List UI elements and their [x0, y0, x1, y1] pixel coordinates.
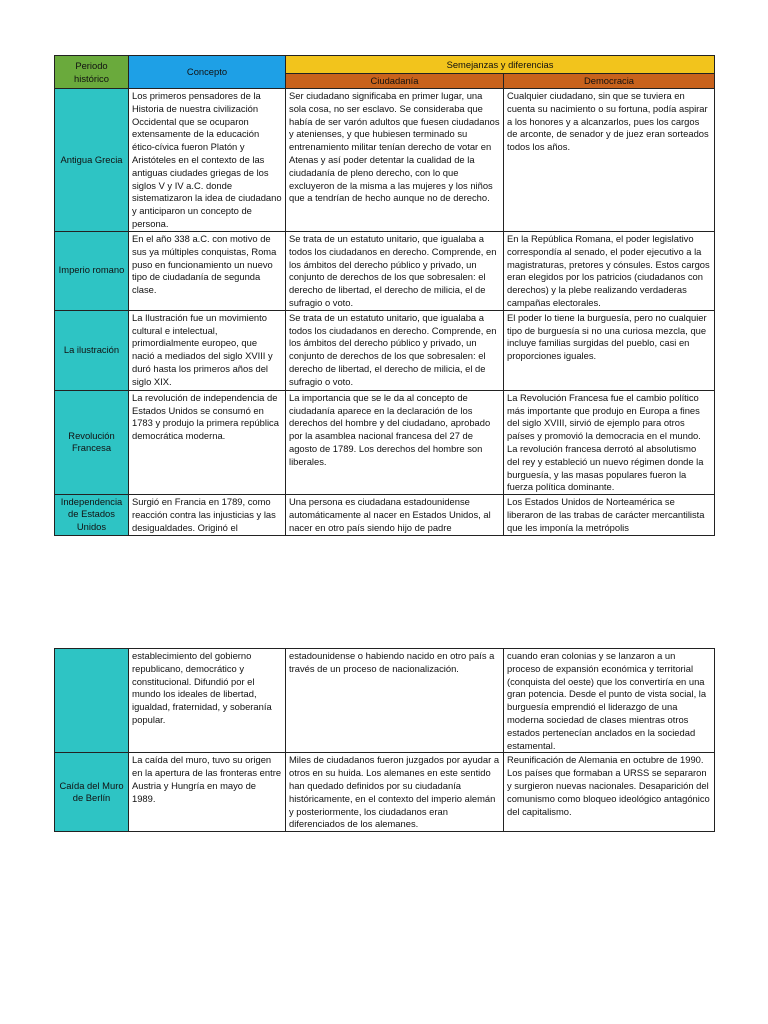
concept-cell: Los primeros pensadores de la Historia de nuestra civilización Occidental que se ocuparon extensamente de la educación ético-cívica fueron Platón y Aristóteles en el contexto de las antiguas ciudades griegas de los siglos V y IV a.C. donde sistematizaron la idea de ciudadano y anticiparon un concepto de persona.: [129, 89, 286, 232]
democracy-cell: La Revolución Francesa fue el cambio político más importante que produjo en Europa a fines del siglo XVIII, sirvió de ejemplo para otros países y promovió la democracia en el mundo. La revolución francesa derrotó al absolutismo del rey y estableció un nuevo régimen donde la burguesía, y las masas populares fueron la fuerza política dominante.: [504, 390, 715, 494]
header-citizenship: Ciudadanía: [286, 74, 504, 89]
table-row: [55, 649, 715, 753]
citizenship-cell: Una persona es ciudadana estadounidense automáticamente al nacer en Estados Unidos, al nacer en otro país siendo hijo de padre: [286, 495, 504, 535]
table-row: [55, 495, 715, 535]
concept-cell: establecimiento del gobierno republicano, democrático y constitucional. Difundió por el mundo los ideales de libertad, igualdad, fraternidad, y soberanía popular.: [129, 649, 286, 753]
citizenship-cell: Ser ciudadano significaba en primer lugar, una sola cosa, no ser esclavo. Se consideraba que había de ser varón adultos que fuesen ciudadanos y atenienses, y que hubiesen terminado su entrenamiento militar tenían derecho de votar en Atenas y así poder detentar la cualidad de la ciudadanía de pleno derecho, con lo que excluyeron de la misma a las mujeres y los niños que a tendrían de hecho aunque no de derecho.: [286, 89, 504, 232]
concept-cell: La Ilustración fue un movimiento cultural e intelectual, primordialmente europeo, que nació a mediados del siglo XVIII y duró hasta los primeros años del siglo XIX.: [129, 310, 286, 390]
table-row: [55, 232, 715, 311]
citizenship-cell: Miles de ciudadanos fueron juzgados por ayudar a otros en su huida. Los alemanes en este sentido han quedado definidos por su ciudadanía históricamente, en el contexto del imperio alemán y posteriormente, los ciudadanos eran diferenciados de los alemanes.: [286, 753, 504, 832]
democracy-cell: cuando eran colonias y se lanzaron a un proceso de expansión económica y territorial (conquista del oeste) que los convertiría en una gran potencia. Desde el punto de vista social, la burguesía emprendió el liderazgo de una moderna sociedad de clases mientras otros estados pertenecían anclados en la sociedad estamental.: [504, 649, 715, 753]
democracy-cell: El poder lo tiene la burguesía, pero no cualquier tipo de burguesía si no una curiosa mezcla, que incluye familias surgidas del pueblo, casi en proporciones iguales.: [504, 310, 715, 390]
democracy-cell: En la República Romana, el poder legislativo correspondía al senado, el poder ejecutivo a la magistraturas, pretores y cónsules. Estos cargos eran elegidos por los patricios (ciudadanos con derechos) y la plebe realizando verdaderas campañas electorales.: [504, 232, 715, 311]
democracy-cell: Reunificación de Alemania en octubre de 1990. Los países que formaban a URSS se separaron y surgieron nuevas nacionales. Desaparición del comunismo como bloqueo ideológico antagónico del capitalismo.: [504, 753, 715, 832]
concept-cell: La caída del muro, tuvo su origen en la apertura de las fronteras entre Austria y Hungría en mayo de 1989.: [129, 753, 286, 832]
header-democracy: Democracia: [504, 74, 715, 89]
header-similarities: Semejanzas y diferencias: [286, 56, 715, 74]
concept-cell: Surgió en Francia en 1789, como reacción contra las injusticias y las desigualdades. Originó el: [129, 495, 286, 535]
period-cell: Caída del Muro de Berlín: [55, 753, 129, 832]
comparison-table-continued: [54, 648, 715, 832]
citizenship-cell: La importancia que se le da al concepto de ciudadanía aparece en la declaración de los derechos del hombre y del ciudadano, aprobado por la asamblea nacional francesa del 27 de agosto de 1789. Los derechos del hombre son liberales.: [286, 390, 504, 494]
table-row: [55, 753, 715, 832]
concept-cell: La revolución de independencia de Estados Unidos se consumó en 1783 y produjo la primera república democrática moderna.: [129, 390, 286, 494]
table-row: [55, 89, 715, 232]
citizenship-cell: Se trata de un estatuto unitario, que igualaba a todos los ciudadanos en derecho. Comprende, en los ámbitos del derecho público y privado, un conjunto de derechos de los que sobresalen: el derecho de libertad, el derecho de milicia, el de sufragio o voto.: [286, 310, 504, 390]
citizenship-cell: estadounidense o habiendo nacido en otro país a través de un proceso de nacionalización.: [286, 649, 504, 753]
concept-cell: En el año 338 a.C. con motivo de sus ya múltiples conquistas, Roma puso en funcionamiento un nuevo tipo de ciudadanía de segunda clase.: [129, 232, 286, 311]
header-concept: Concepto: [129, 56, 286, 89]
period-cell: Independencia de Estados Unidos: [55, 495, 129, 535]
citizenship-cell: Se trata de un estatuto unitario, que igualaba a todos los ciudadanos en derecho. Comprende, en los ámbitos del derecho público y privado, un conjunto de derechos de los que sobresalen: el derecho de libertad, el derecho de milicia, el de sufragio o voto.: [286, 232, 504, 311]
democracy-cell: Los Estados Unidos de Norteamérica se liberaron de las trabas de carácter mercantilista que les imponía la metrópolis: [504, 495, 715, 535]
period-cell: [55, 649, 129, 753]
table-row: [55, 390, 715, 494]
period-cell: La ilustración: [55, 310, 129, 390]
period-cell: Antigua Grecia: [55, 89, 129, 232]
period-cell: Revolución Francesa: [55, 390, 129, 494]
table-row: [55, 310, 715, 390]
header-period: Periodo histórico: [55, 56, 129, 89]
comparison-table: [54, 55, 715, 536]
democracy-cell: Cualquier ciudadano, sin que se tuviera en cuenta su nacimiento o su fortuna, podía aspirar a los honores y a alcanzarlos, pues los cargos de arconte, de senador y de juez eran sorteados todos los años.: [504, 89, 715, 232]
period-cell: Imperio romano: [55, 232, 129, 311]
